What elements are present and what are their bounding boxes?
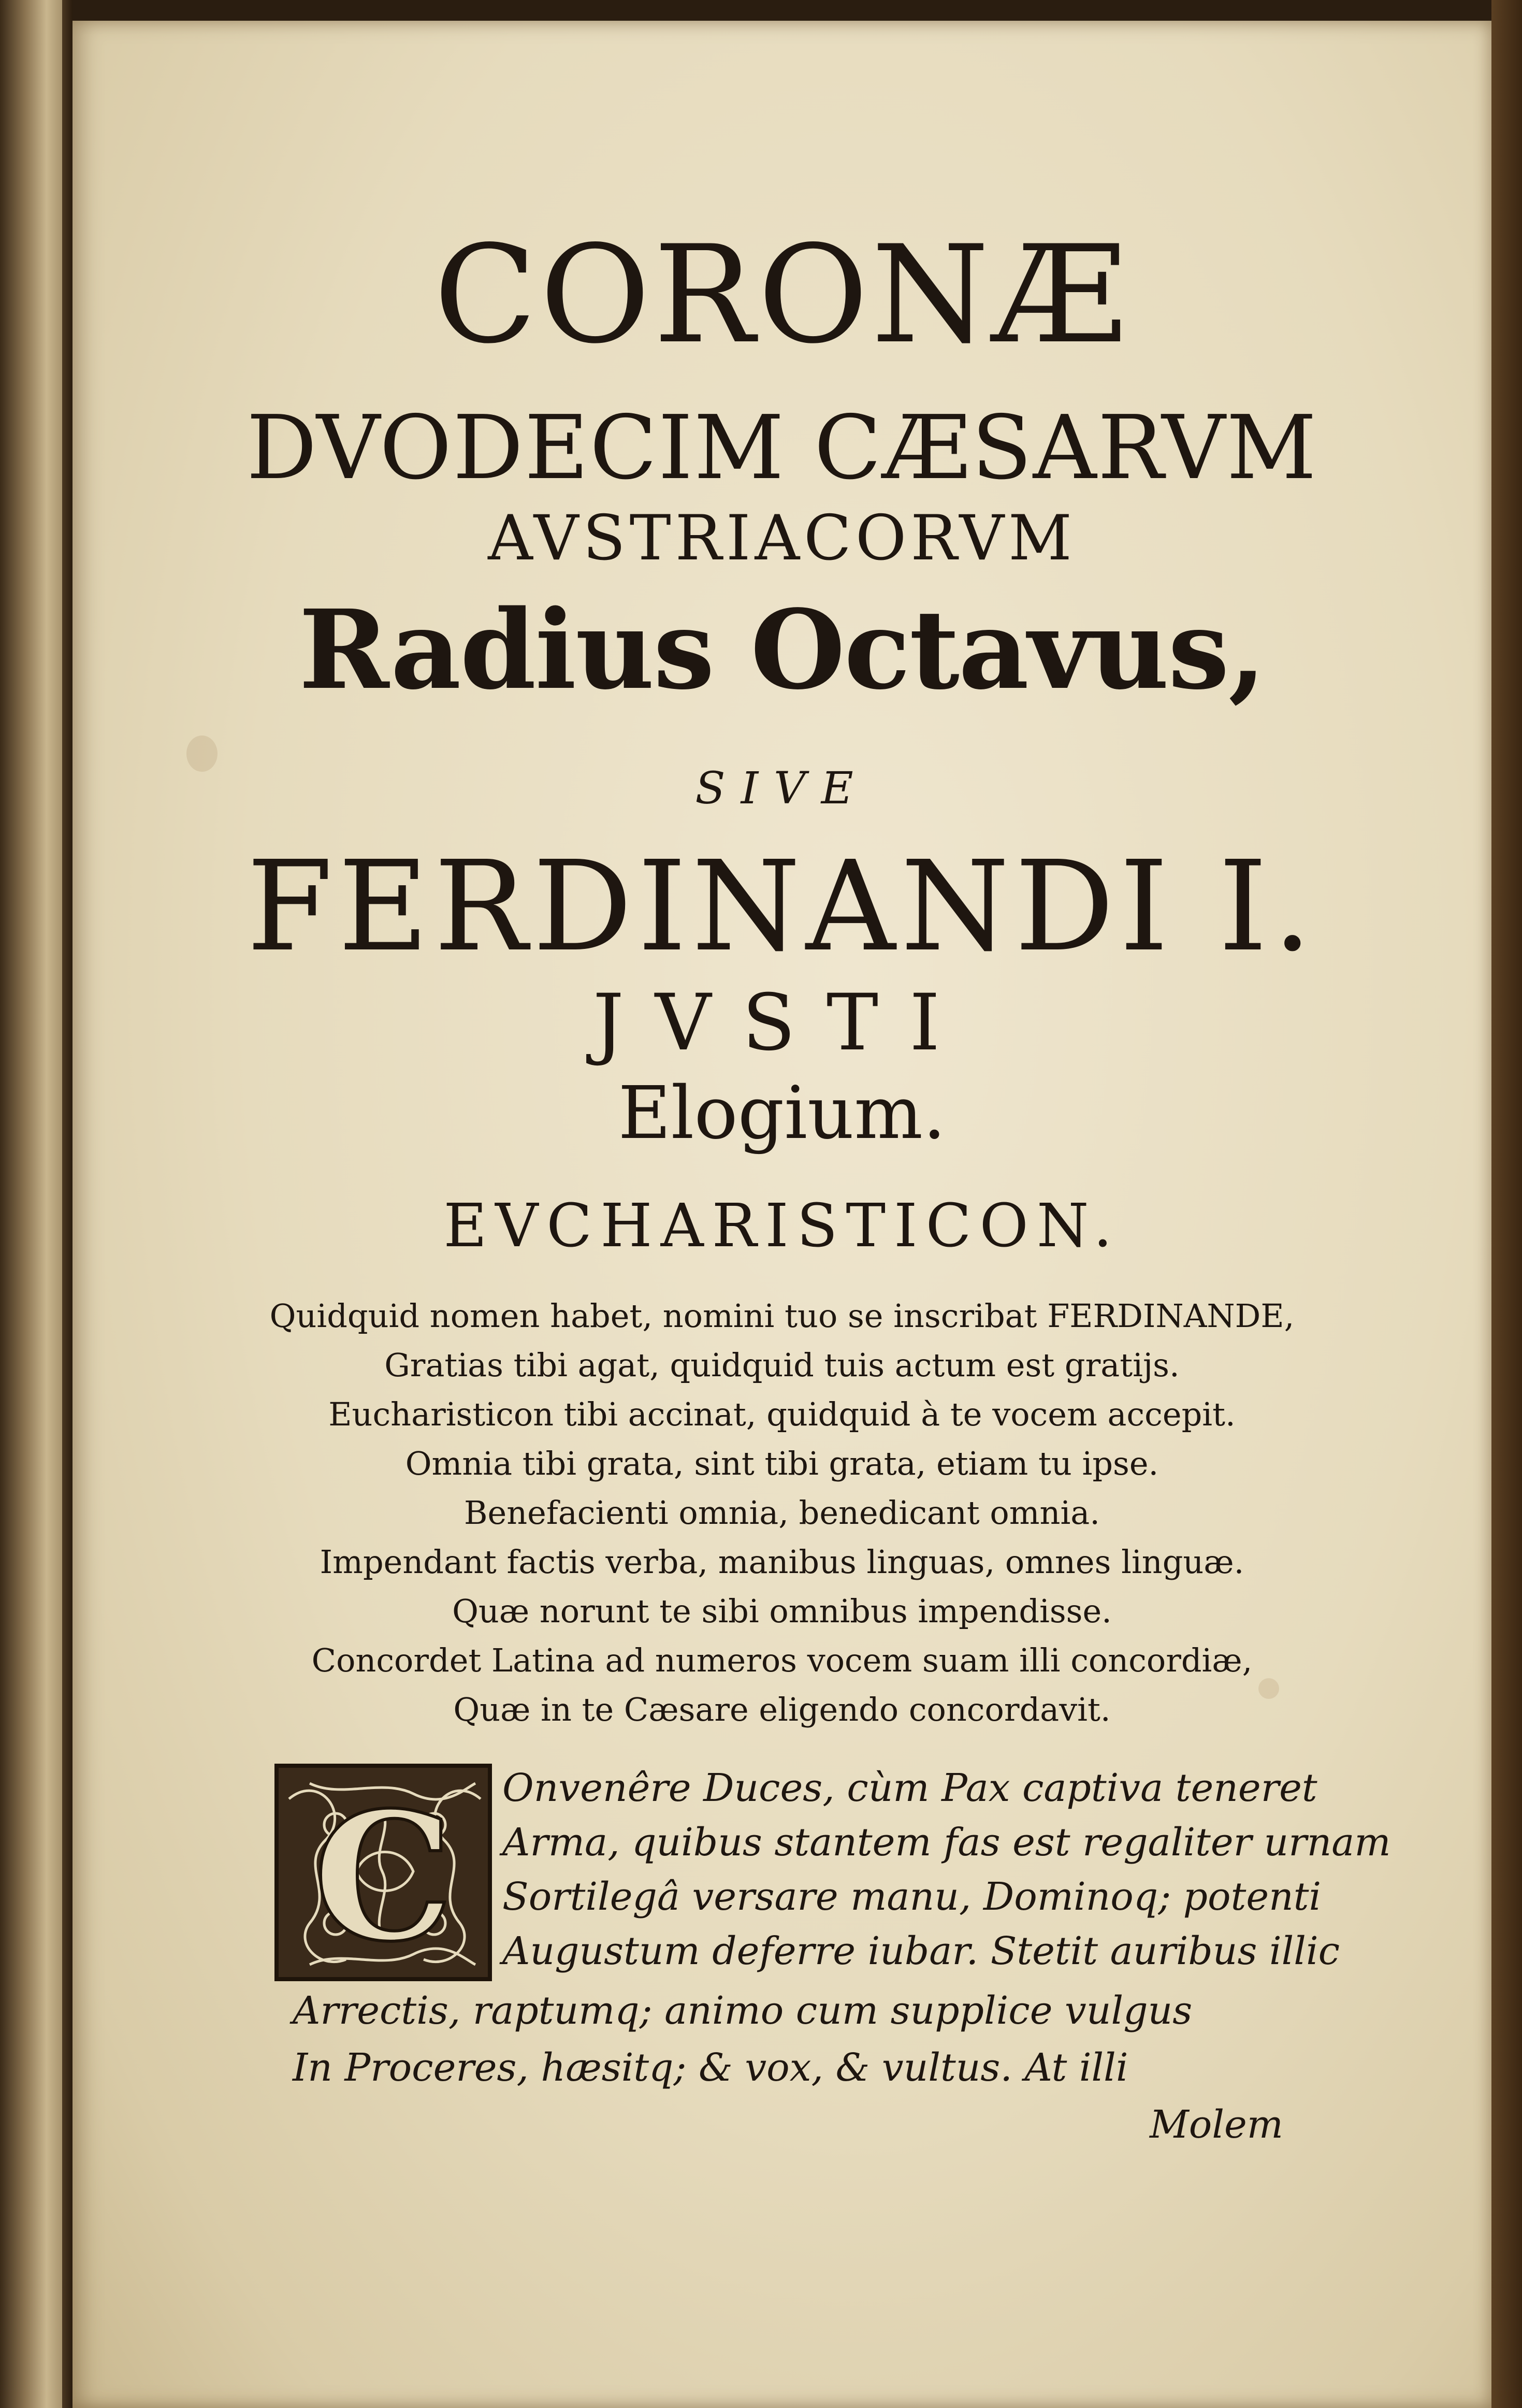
body-line: Impendant factis verba, manibus linguas, omnes linguæ.: [320, 1543, 1244, 1581]
body-line: Gratias tibi agat, quidquid tuis actum est gratijs.: [384, 1346, 1180, 1384]
body-line: Concordet Latina ad numeros vocem suam illi concordiæ,: [311, 1641, 1253, 1679]
title-line-4: Radius Octavus,: [299, 586, 1265, 714]
body-line: Omnia tibi grata, sint tibi grata, etiam tu ipse.: [405, 1445, 1159, 1482]
title-line-2: DVODECIM CÆSARVM: [246, 397, 1318, 499]
verse-line: Augustum deferre iubar. Stetit auribus illic: [502, 1929, 1340, 1973]
verse-line: Onvenêre Duces, cùm Pax captiva teneret: [502, 1766, 1317, 1810]
title-line-1: CORONÆ: [433, 217, 1130, 373]
right-page-edge: [1491, 0, 1522, 2408]
drop-cap-ornament-icon: [279, 1768, 488, 1977]
ornamental-drop-cap: [274, 1764, 492, 1981]
left-page-edge: [0, 0, 62, 2408]
body-line: Quidquid nomen habet, nomini tuo se inscribat FERDINANDE,: [269, 1297, 1295, 1335]
page: [73, 21, 1491, 2408]
catchword: Molem: [1150, 2102, 1283, 2147]
body-line: Quæ in te Cæsare eligendo concordavit.: [453, 1691, 1111, 1728]
drop-cap-letter: C: [313, 1774, 454, 1977]
verse-line: Sortilegâ versare manu, Dominoq; potenti: [502, 1875, 1322, 1919]
title-line-5: SIVE: [695, 763, 869, 814]
verse-line: In Proceres, hæsitq; & vox, & vultus. At illi: [293, 2045, 1128, 2090]
body-line: Quæ norunt te sibi omnibus impendisse.: [452, 1592, 1112, 1630]
verse-line: Arrectis, raptumq; animo cum supplice vulgus: [293, 1988, 1193, 2033]
body-line: Eucharisticon tibi accinat, quidquid à te vocem accepit.: [328, 1395, 1236, 1433]
title-line-6: FERDINANDI I.: [247, 834, 1317, 979]
title-line-7: JVSTI: [592, 978, 972, 1068]
body-line: Benefacienti omnia, benedicant omnia.: [464, 1494, 1100, 1532]
title-line-3: AVSTRIACORVM: [488, 502, 1076, 574]
title-line-8: Elogium.: [618, 1071, 946, 1156]
gutter: [62, 0, 73, 2408]
page-content: [73, 21, 1491, 2408]
title-line-9: EVCHARISTICON.: [443, 1191, 1121, 1261]
verse-line: Arma, quibus stantem fas est regaliter urnam: [502, 1820, 1391, 1865]
